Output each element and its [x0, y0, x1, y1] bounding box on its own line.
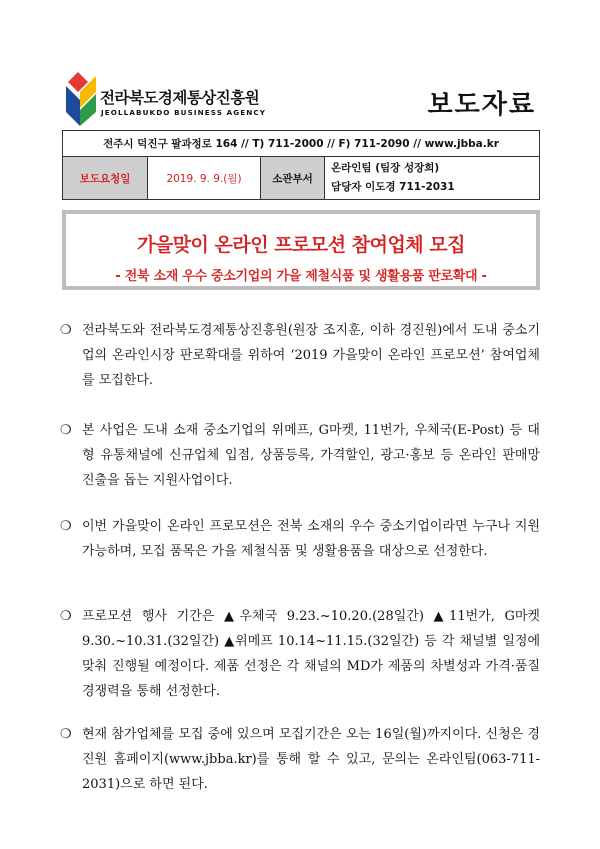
- header: [62, 70, 540, 130]
- headline: 가을맞이 온라인 프로모션 참여업체 모집: [137, 234, 465, 256]
- paragraph: [60, 318, 540, 393]
- agency-logo-icon: [62, 70, 98, 128]
- request-date: 2019. 9. 9.(월): [148, 157, 261, 200]
- press-release-title: 보도자료: [427, 90, 536, 120]
- contact-table: [62, 130, 540, 200]
- bullet-circle-icon: ❍: [60, 423, 72, 438]
- subheadline: - 전북 소재 우수 중소기업의 가을 제철식품 및 생활용품 판로확대 -: [115, 269, 487, 284]
- paragraph-text: 프로모션 행사 기간은 ▲우체국 9.23.~10.20.(28일간) ▲11번가, G마켓 9.30.~10.31.(32일간) ▲위메프 10.14~11.15.(32일간) 등 각 채널별 일정에 맞춰 진행될 예정이다. 제품 선정은 각 채널의 MD가 제품의 차별성과 가격·품질 경쟁력을 통해 선정한다.: [82, 609, 540, 699]
- request-date-label: 보도요청일: [63, 157, 148, 200]
- department-label: 소관부서: [261, 157, 325, 200]
- bullet-circle-icon: ❍: [60, 727, 72, 742]
- paragraph-text: 전라북도와 전라북도경제통상진흥원(원장 조지훈, 이하 경진원)에서 도내 중소기업의 온라인시장 판로확대를 위하여 ‘2019 가을맞이 온라인 프로모션’ 참여업체를 모집한다.: [82, 323, 540, 388]
- paragraph: [60, 514, 540, 564]
- paragraph-text: 이번 가을맞이 온라인 프로모션은 전북 소재의 우수 중소기업이라면 누구나 지원 가능하며, 모집 품목은 가을 제철식품 및 생활용품을 대상으로 선정한다.: [82, 519, 540, 559]
- paragraph: [60, 722, 540, 797]
- title-box: [62, 210, 540, 290]
- paragraph: [60, 604, 540, 704]
- bullet-circle-icon: ❍: [60, 609, 72, 624]
- paragraph-text: 본 사업은 도내 소재 중소기업의 위메프, G마켓, 11번가, 우체국(E-Post) 등 대형 유통채널에 신규업체 입점, 상품등록, 가격할인, 광고·홍보 등 온라인 판매망 진출을 돕는 지원사업이다.: [82, 423, 540, 488]
- department-contact: 담당자 이도경 711-2031: [331, 181, 455, 193]
- department-info: [325, 157, 540, 200]
- bullet-circle-icon: ❍: [60, 519, 72, 534]
- department-team: 온라인팀 (팀장 성장희): [331, 162, 440, 174]
- org-name-korean: 전라북도경제통상진흥원: [100, 89, 260, 107]
- paragraph: [60, 418, 540, 493]
- address-line: 전주시 덕진구 팔과정로 164 // T) 711-2000 // F) 711-2090 // www.jbba.kr: [63, 131, 540, 157]
- org-name-english: JEOLLABUKDO BUSINESS AGENCY: [101, 108, 267, 117]
- bullet-circle-icon: ❍: [60, 323, 72, 338]
- paragraph-text: 현재 참가업체를 모집 중에 있으며 모집기간은 오는 16일(월)까지이다. 신청은 경진원 홈페이지(www.jbba.kr)를 통해 할 수 있고, 문의는 온라인팀(063-711-2031)으로 하면 된다.: [82, 727, 540, 792]
